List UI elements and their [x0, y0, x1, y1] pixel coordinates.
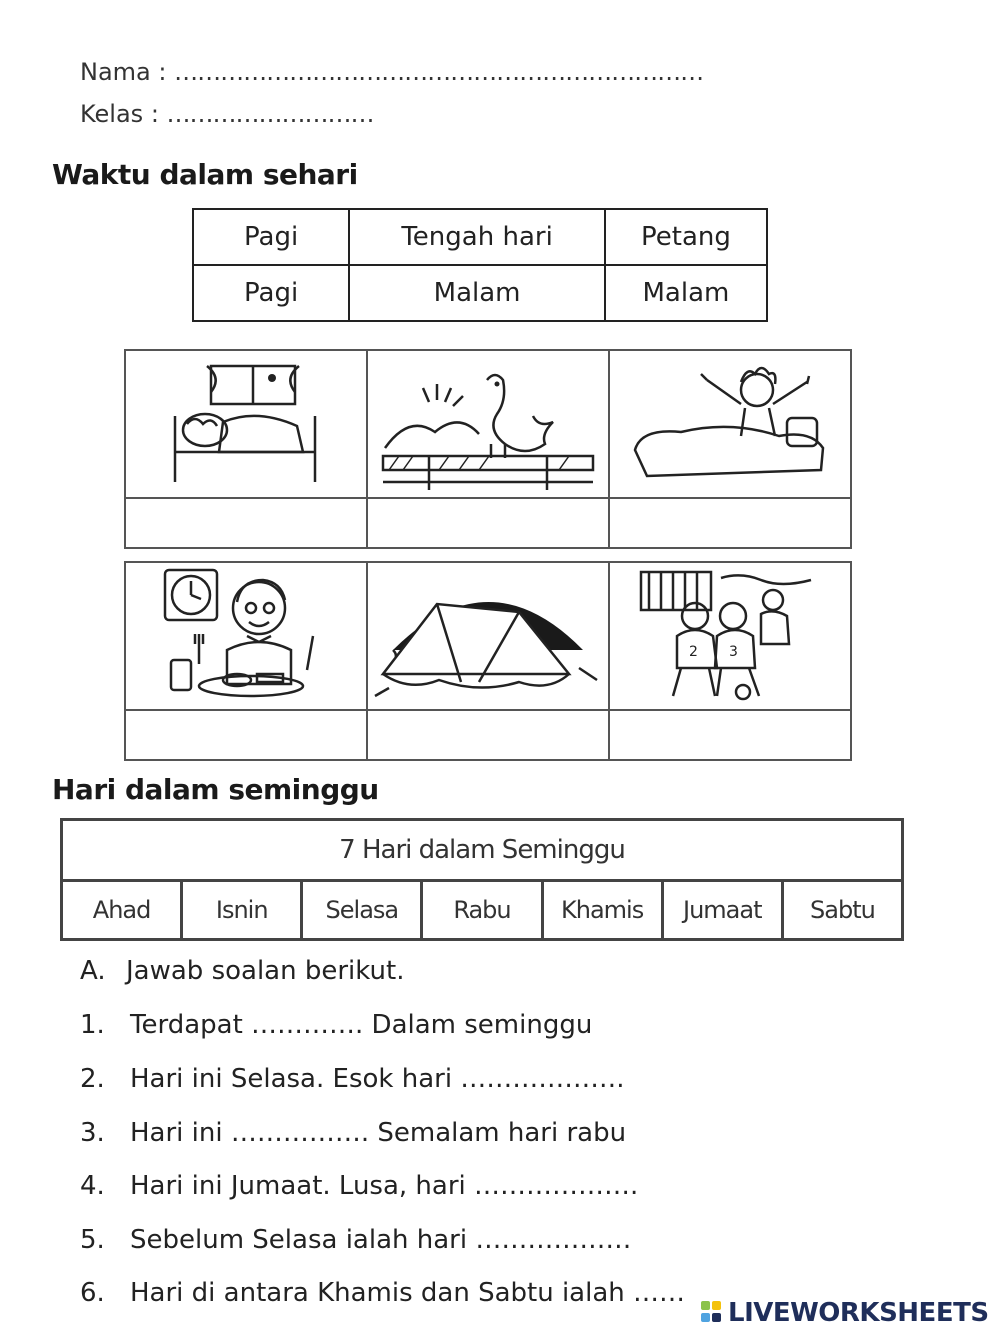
table-cell: Pagi	[193, 265, 349, 321]
day-cell: Khamis	[542, 881, 662, 940]
picture-row	[125, 350, 851, 498]
table-cell: Pagi	[193, 209, 349, 265]
picture-cell	[367, 350, 609, 498]
answer-blank[interactable]	[609, 498, 851, 548]
question-text[interactable]: Hari ini Selasa. Esok hari ……………….	[130, 1064, 625, 1094]
table-row	[193, 209, 767, 265]
class-blank[interactable]: ………………………	[166, 100, 374, 128]
sleeping-in-bed-icon	[127, 352, 365, 496]
time-of-day-table	[192, 208, 768, 322]
class-label: Kelas :	[80, 100, 159, 128]
picture-cell	[367, 562, 609, 710]
answer-row	[125, 498, 851, 548]
picture-cell	[609, 562, 851, 710]
question-number: 1.	[80, 1010, 105, 1040]
intro-label: A.	[80, 956, 106, 986]
name-blank[interactable]: ……………………………………………………………	[174, 58, 704, 86]
day-cell: Ahad	[62, 881, 182, 940]
answer-row	[125, 710, 851, 760]
question-item	[80, 1278, 685, 1308]
boy-waking-up-icon	[611, 352, 849, 496]
day-cell: Sabtu	[782, 881, 902, 940]
question-number: 2.	[80, 1064, 105, 1094]
svg-text:2: 2	[689, 644, 698, 660]
question-text[interactable]: Terdapat …………. Dalam seminggu	[130, 1010, 593, 1040]
questions-intro	[80, 956, 404, 986]
question-item	[80, 1171, 638, 1201]
answer-blank[interactable]	[125, 498, 367, 548]
rooster-crowing-icon	[369, 352, 607, 496]
name-field-row	[80, 58, 703, 86]
picture-cell	[125, 562, 367, 710]
question-number: 4.	[80, 1171, 105, 1201]
question-text[interactable]: Sebelum Selasa ialah hari ………………	[130, 1225, 632, 1255]
picture-cell	[609, 350, 851, 498]
picture-row	[125, 562, 851, 710]
answer-blank[interactable]	[609, 710, 851, 760]
question-text[interactable]: Hari ini ……………. Semalam hari rabu	[130, 1118, 627, 1148]
svg-text:3: 3	[729, 644, 738, 660]
question-item	[80, 1225, 631, 1255]
days-of-week-table	[60, 818, 904, 941]
question-text[interactable]: Hari di antara Khamis dan Sabtu ialah ……	[130, 1278, 686, 1308]
table-cell: Malam	[605, 265, 767, 321]
table-cell: Petang	[605, 209, 767, 265]
day-cell: Rabu	[422, 881, 542, 940]
liveworksheets-wordmark: LIVEWORKSHEETS	[728, 1298, 989, 1328]
boys-playing-football-icon	[611, 564, 849, 708]
question-item	[80, 1010, 592, 1040]
question-item	[80, 1064, 625, 1094]
picture-cell	[125, 350, 367, 498]
day-cell: Jumaat	[662, 881, 782, 940]
intro-text: Jawab soalan berikut.	[126, 956, 405, 986]
picture-grid-top	[124, 349, 852, 549]
question-number: 6.	[80, 1278, 105, 1308]
table-cell: Tengah hari	[349, 209, 605, 265]
table-row	[62, 881, 903, 940]
boy-eating-meal-icon	[127, 564, 365, 708]
class-field-row	[80, 100, 374, 128]
tent-at-night-icon	[369, 564, 607, 708]
answer-blank[interactable]	[367, 710, 609, 760]
liveworksheets-logo	[700, 1296, 996, 1330]
question-number: 3.	[80, 1118, 105, 1148]
table-row	[62, 820, 903, 881]
section-title-time-of-day: Waktu dalam sehari	[52, 158, 358, 191]
table-row	[193, 265, 767, 321]
answer-blank[interactable]	[367, 498, 609, 548]
day-cell: Isnin	[182, 881, 302, 940]
question-item	[80, 1118, 626, 1148]
name-label: Nama :	[80, 58, 167, 86]
answer-blank[interactable]	[125, 710, 367, 760]
picture-grid-bottom	[124, 561, 852, 761]
table-cell: Malam	[349, 265, 605, 321]
question-text[interactable]: Hari ini Jumaat. Lusa, hari ……………….	[130, 1171, 639, 1201]
day-cell: Selasa	[302, 881, 422, 940]
section-title-days-of-week: Hari dalam seminggu	[52, 773, 379, 806]
question-number: 5.	[80, 1225, 105, 1255]
week-table-title: 7 Hari dalam Seminggu	[62, 820, 903, 881]
liveworksheets-leaf-icon	[700, 1299, 724, 1327]
